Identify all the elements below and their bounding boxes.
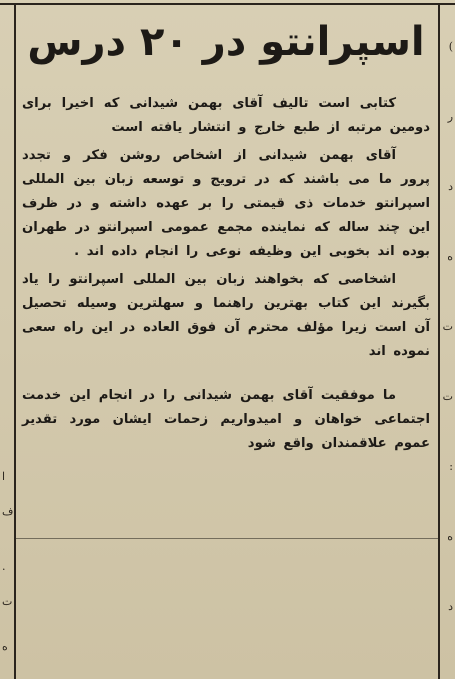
article-paragraph-closing	[22, 384, 430, 456]
paragraph-text: آقای بهمن شیدانی از اشخاص روشن فکر و تجدد پرور ما می باشند که در ترویج و توسعه زبان بین المللی اسپرانتو خدمات ذی قیمتی را بر عهده داشته و در ظرف این چند ساله که نماینده مجمع عمومی اسپرانتو در طهران بوده اند بخوبی این وظیفه نوعی را انجام داده اند .	[22, 148, 430, 259]
right-fragment: د	[448, 600, 453, 613]
article	[22, 6, 430, 676]
right-fragment: ه	[447, 530, 453, 543]
left-column-rule	[14, 4, 16, 679]
article-paragraph-learners	[22, 268, 430, 364]
right-adjacent-column-fragments	[441, 0, 455, 679]
right-fragment: ر	[447, 110, 453, 123]
right-column-rule	[438, 4, 440, 679]
paragraph-text: اشخاصی که بخواهند زبان بین المللی اسپرانتو را یاد بگیرند این کتاب بهترین راهنما و سهلترین وسیله تحصیل آن است زیرا مؤلف محترم آن فوق العاده در این راه سعی نموده اند	[22, 272, 430, 359]
article-paragraph-author	[22, 144, 430, 264]
article-headline: اسپرانتو در ۲۰ درس	[27, 19, 425, 65]
left-adjacent-column-fragments	[0, 0, 12, 679]
left-fragment: ه	[2, 640, 8, 653]
paragraph-text: ما موفقیت آقای بهمن شیدانی را در انجام این خدمت اجتماعی خواهان و امیدواریم زحمات ایشان مورد تقدیر عموم علاقمندان واقع شود	[22, 388, 430, 451]
right-fragment: د	[448, 180, 453, 193]
right-fragment: ت	[442, 320, 453, 333]
paragraph-text: کتابی است تالیف آقای بهمن شیدانی که اخیرا برای دومین مرتبه از طبع خارج و انتشار یافته است	[22, 96, 430, 135]
right-fragment: :	[449, 460, 453, 473]
left-fragment: .	[2, 560, 6, 573]
right-fragment: )	[448, 40, 453, 53]
left-fragment: ف	[2, 505, 14, 518]
right-fragment: ه	[447, 250, 453, 263]
article-paragraph-intro	[22, 92, 430, 140]
left-fragment: ا	[2, 470, 6, 483]
right-fragment: ت	[442, 390, 453, 403]
left-fragment: ت	[2, 595, 13, 608]
top-column-rule	[0, 3, 455, 5]
